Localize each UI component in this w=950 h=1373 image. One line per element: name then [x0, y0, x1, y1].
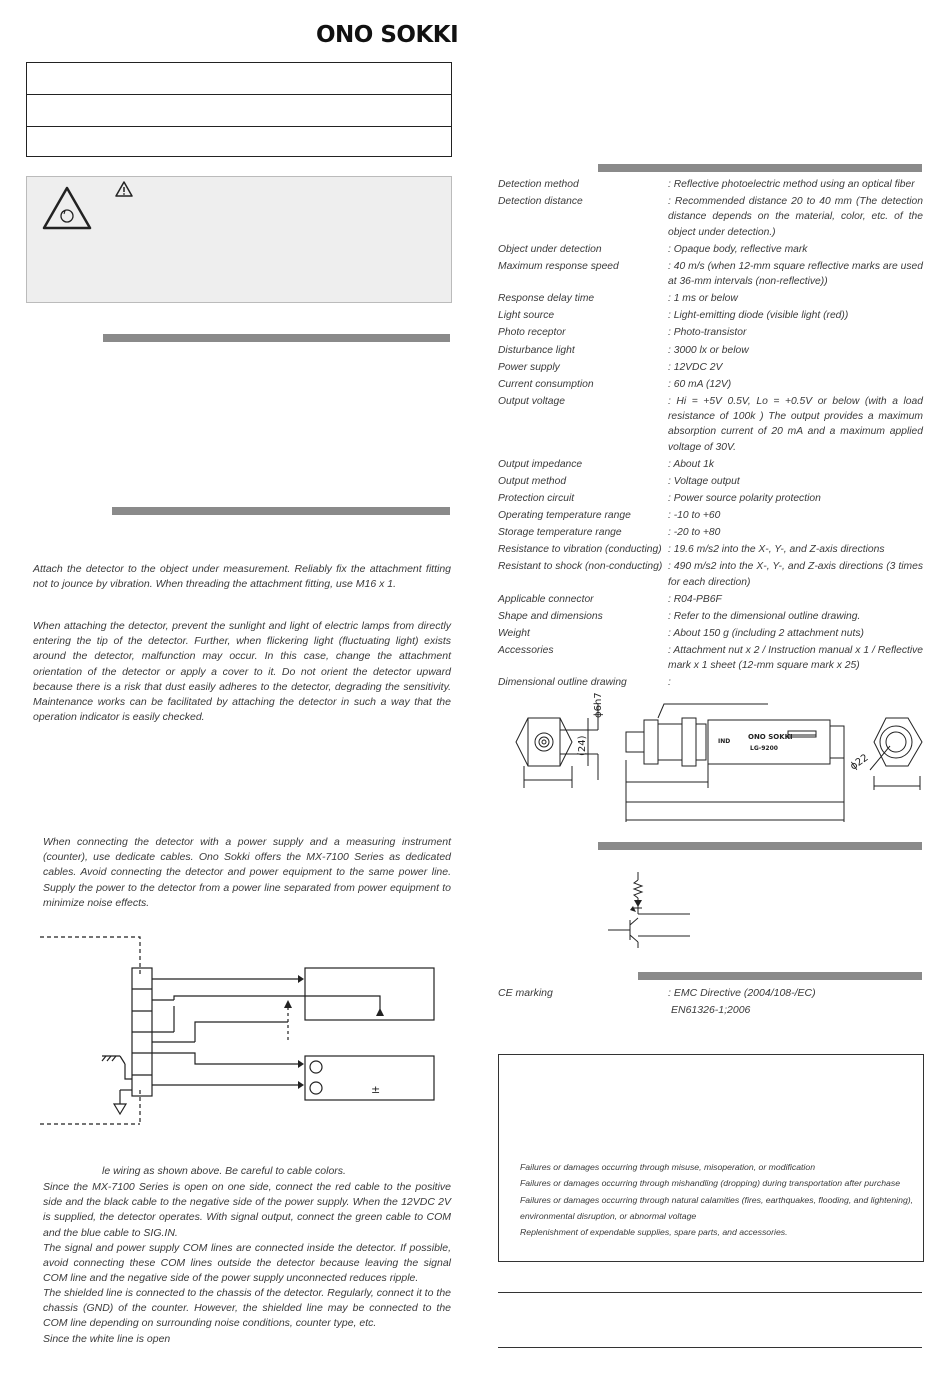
spec-row: [498, 542, 923, 557]
install-paragraph-2: When attaching the detector, prevent the sunlight and light of electric lamps from directly entering the tip of the detector. Further, when flickering light (fluctuating light) exists around the detector, malfunction may occur. In this case, change the attachment orientation of the detector or apply a cover to it. Do not orient the detector upward because there is a risk that dust easily adheres to the detector, degrading the sensitivity. Maintenance works can be facilitated by attaching the detector in such a way that the operation indicator is easily checked.: [33, 620, 451, 724]
ce-marking-label: CE marking: [498, 987, 553, 999]
wiring-note-3: The signal and power supply COM lines are connected inside the detector. If possible, avoid connecting these COM lines outside the detector because leaving the signal COM line and the negative side of the power supply unconnected reduces ripple.: [43, 1242, 451, 1285]
warranty-item: Failures or damages occurring through misuse, misoperation, or modification: [520, 1162, 816, 1172]
spec-label: Response delay time: [498, 293, 595, 305]
spec-label: Resistant to shock (non-conducting): [498, 561, 663, 573]
spec-label: Power supply: [498, 361, 560, 373]
spec-label: Weight: [498, 627, 530, 639]
spec-value: : R04-PB6F: [668, 593, 722, 605]
spec-value: : Power source polarity protection: [668, 493, 821, 504]
spec-value: : Opaque body, reflective mark: [668, 243, 808, 255]
warranty-exclusions-list: [520, 1159, 918, 1240]
spec-label: Accessories: [498, 645, 554, 657]
spec-value: : 490 m/s2 into the X-, Y-, and Z-axis directions (3 times for each direction): [668, 561, 923, 588]
wiring-note-1: le wiring as shown above. Be careful to cable colors.: [102, 1165, 346, 1177]
specifications-heading-bar: [598, 164, 922, 172]
spec-row: [498, 592, 923, 607]
connect-paragraph: When connecting the detector with a power supply and a measuring instrument (counter), use dedicate cables. Ono Sokki offers the MX-7100 Series as dedicated cables. Avoid connecting the detector and power equipment to the same power line. Supply the power to the detector from a power line separated from power equipment to minimize noise effects.: [43, 836, 451, 909]
spec-label: Resistance to vibration (conducting): [498, 544, 662, 556]
dim-phi6h7-label: ϕ6h7: [593, 692, 604, 718]
spec-label: Object under detection: [498, 243, 602, 255]
spec-value: : Attachment nut x 2 / Instruction manual x 1 / Reflective mark x 1 sheet (12-mm square mark x 25): [668, 645, 923, 672]
wiring-diagram: [40, 932, 445, 1132]
spec-row: [498, 394, 923, 455]
spec-label: Output impedance: [498, 458, 583, 470]
wiring-note-4: The shielded line is connected to the chassis of the detector. Regularly, connect it to the chassis (GND) of the counter. However, the shielded line may be connected to the COM line depending on surrounding noise conditions, counter type, etc.: [43, 1287, 451, 1330]
spec-value: : 3000 lx or below: [668, 344, 749, 356]
spec-value: : -20 to +80: [668, 527, 721, 539]
dimensional-outline-drawing: [498, 690, 923, 830]
spec-row: [498, 559, 923, 590]
spec-label: Operating temperature range: [498, 510, 631, 522]
spec-row: [498, 525, 923, 540]
ce-marking-value-1: : EMC Directive (2004/108-/EC): [668, 987, 816, 999]
specifications-table: [498, 177, 923, 693]
header-table: [26, 62, 452, 157]
spec-value: : 60 mA (12V): [668, 378, 732, 390]
spec-label: Protection circuit: [498, 493, 575, 504]
spec-row: [498, 360, 923, 375]
spec-label: Output method: [498, 475, 567, 487]
spec-row: [498, 377, 923, 392]
spec-value: : 19.6 m/s2 into the X-, Y-, and Z-axis directions: [668, 544, 885, 556]
output-circuit-diagram: [600, 866, 700, 956]
circuit-heading-bar: [598, 842, 922, 850]
wiring-note-5: Since the white line is open: [43, 1333, 171, 1345]
spec-label: Current consumption: [498, 378, 594, 390]
wiring-note-2: Since the MX-7100 Series is open on one side, connect the red cable to the positive side and the black cable to the negative side of the power supply. When the 12VDC 2V is supplied, the detector operates. With signal output, connect the green cable to COM and the blue cable to SIG.IN.: [43, 1181, 451, 1239]
spec-value: : Light-emitting diode (visible light (red)): [668, 310, 849, 322]
model-label: LG-9200: [750, 745, 778, 752]
spec-label: Output voltage: [498, 395, 565, 407]
section-heading-bar: [103, 334, 450, 342]
spec-row: [498, 643, 923, 674]
laser-hazard-icon: [41, 185, 93, 231]
spec-row: [498, 474, 923, 489]
header-row: [27, 63, 451, 95]
spec-label: Applicable connector: [498, 593, 594, 605]
spec-label: Dimensional outline drawing: [498, 677, 627, 689]
spec-value: :: [668, 677, 671, 689]
warranty-item: Failures or damages occurring through mishandling (dropping) during transportation after purchase: [520, 1178, 901, 1189]
spec-row: [498, 177, 923, 192]
dim-24-label: (24): [577, 735, 588, 756]
warranty-box: [498, 1054, 924, 1262]
spec-value: : About 150 g (including 2 attachment nuts): [668, 627, 864, 639]
install-paragraph-1: Attach the detector to the object under measurement. Reliably fix the attachment fitting not to jounce by vibration. When threading the attachment fitting, use M16 x 1.: [33, 563, 451, 591]
plus-minus-symbol: ±: [371, 1083, 381, 1096]
spec-value: : Voltage output: [668, 475, 740, 487]
spec-row: [498, 242, 923, 257]
spec-row: [498, 291, 923, 306]
spec-row: [498, 508, 923, 523]
spec-row: [498, 626, 923, 641]
header-row: [27, 95, 451, 127]
spec-row: [498, 491, 923, 506]
spec-value: : Refer to the dimensional outline drawing.: [668, 610, 861, 622]
ce-marking-value-2: EN61326-1;2006: [671, 1004, 751, 1016]
spec-value: : Photo-transistor: [668, 327, 747, 339]
spec-label: Photo receptor: [498, 327, 566, 339]
drawing-brand-label: ONO SOKKI: [748, 733, 793, 741]
spec-label: Detection method: [498, 179, 579, 190]
spec-row: [498, 308, 923, 323]
section-heading-bar: [112, 507, 450, 515]
logo-text: ONO SOKKI: [316, 22, 459, 48]
warning-panel: [26, 176, 452, 303]
spec-row: [498, 325, 923, 340]
spec-row: [498, 675, 923, 690]
dim-phi22-label: ϕ22: [848, 752, 871, 773]
spec-row: [498, 259, 923, 290]
spec-value: : 40 m/s (when 12-mm square reflective marks are used at 36-mm intervals (non-reflective)): [668, 260, 923, 288]
divider-line: [498, 1292, 922, 1293]
ono-sokki-logo: [316, 22, 458, 48]
spec-row: [498, 343, 923, 358]
warranty-item: Failures or damages occurring through natural calamities (fires, earthquakes, flooding, and lightening), environmental disruption, or abnormal voltage: [520, 1194, 914, 1221]
spec-value: : -10 to +60: [668, 510, 721, 522]
spec-label: Light source: [498, 310, 555, 322]
spec-label: Detection distance: [498, 196, 583, 208]
spec-label: Shape and dimensions: [498, 610, 603, 622]
spec-row: [498, 194, 923, 240]
spec-value: : 1 ms or below: [668, 293, 738, 305]
spec-value: : 12VDC 2V: [668, 361, 723, 373]
spec-label: Storage temperature range: [498, 527, 622, 539]
spec-row: [498, 457, 923, 472]
spec-label: Disturbance light: [498, 344, 575, 356]
ind-label: IND: [718, 738, 731, 745]
warranty-item: Replenishment of expendable supplies, spare parts, and accessories.: [520, 1227, 788, 1238]
divider-line: [498, 1347, 922, 1348]
spec-value: : About 1k: [668, 458, 714, 470]
header-row: [27, 127, 451, 158]
standards-heading-bar: [638, 972, 922, 980]
spec-value: : Recommended distance 20 to 40 mm (The detection distance depends on the material, color, etc. of the object under detection.): [668, 196, 923, 238]
spec-row: [498, 609, 923, 624]
spec-value: : Reflective photoelectric method using an optical fiber: [668, 179, 915, 190]
caution-icon: [114, 180, 134, 198]
spec-label: Maximum response speed: [498, 260, 619, 272]
spec-value: : Hi = +5V 0.5V, Lo = +0.5V or below (with a load resistance of 100k ) The output provides a maximum absorption current of 20 mA and a maximum applied voltage of 30V.: [668, 395, 923, 453]
